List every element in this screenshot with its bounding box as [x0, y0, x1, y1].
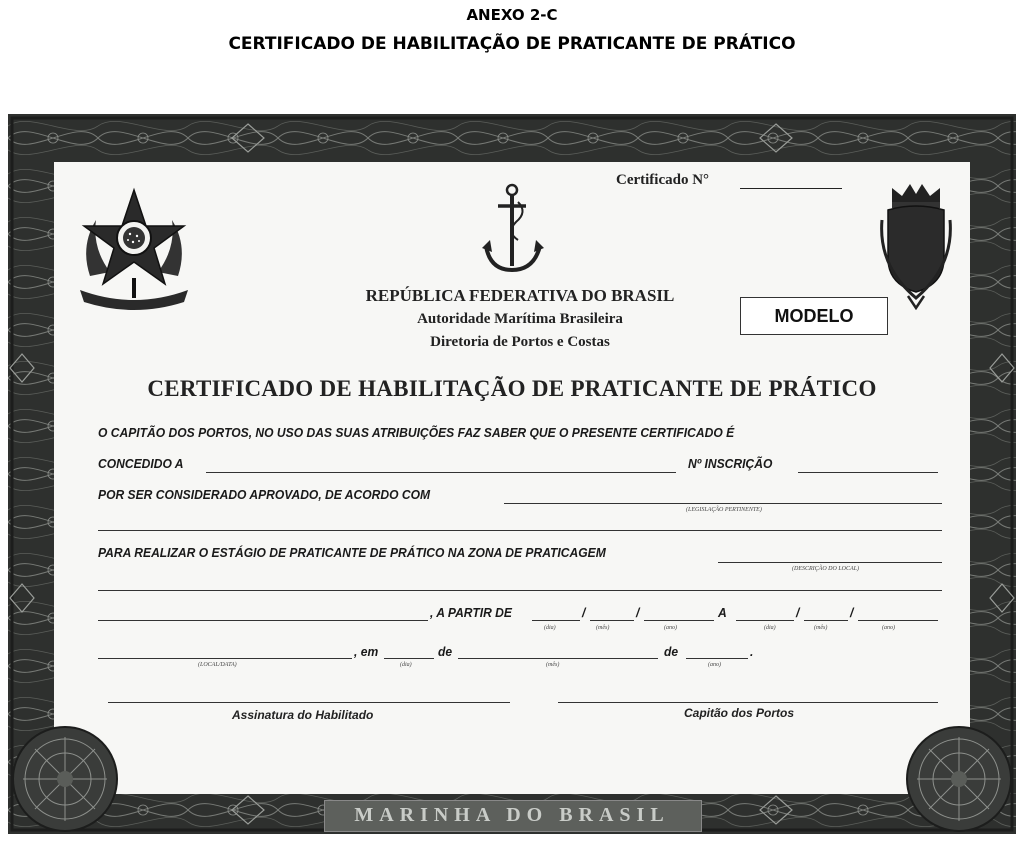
authority-heading: Autoridade Marítima Brasileira: [417, 311, 623, 327]
pilotage-zone-field-end[interactable]: [98, 620, 428, 621]
anchor-icon: [482, 182, 546, 280]
rosette-bottom-left-icon: [10, 724, 120, 834]
from-label: , A PARTIR DE: [430, 605, 512, 620]
certificate-title: CERTIFICADO DE HABILITAÇÃO DE PRATICANTE DE PRÁTICO: [147, 376, 877, 401]
navy-crest-icon: [878, 180, 954, 310]
annex-label: ANEXO 2-C: [466, 6, 558, 24]
approved-label: POR SER CONSIDERADO APROVADO, DE ACORDO COM: [98, 487, 431, 502]
end-month-field[interactable]: [804, 620, 848, 621]
legislation-field-continued[interactable]: [98, 530, 942, 531]
issue-day-field[interactable]: [384, 658, 434, 659]
legislation-field[interactable]: [504, 503, 942, 504]
end-month-hint: (mês): [814, 625, 828, 631]
document-title: CERTIFICADO DE HABILITAÇÃO DE PRATICANTE DE PRÁTICO: [228, 34, 796, 54]
holder-signature-field[interactable]: [108, 702, 510, 703]
pilotage-zone-field-continued[interactable]: [98, 590, 942, 591]
start-month-field[interactable]: [590, 620, 634, 621]
issue-year-field[interactable]: [686, 658, 748, 659]
issue-day-hint: (dia): [400, 662, 412, 668]
intro-text: O CAPITÃO DOS PORTOS, NO USO DAS SUAS ATRIBUIÇÕES FAZ SABER QUE O PRESENTE CERTIFICADO É: [98, 425, 735, 440]
end-year-hint: (ano): [882, 625, 895, 631]
certificate-number-label: Certificado N°: [616, 172, 710, 188]
issue-year-hint: (ano): [708, 662, 721, 668]
holder-name-field[interactable]: [206, 472, 676, 473]
rosette-bottom-right-icon: [904, 724, 1014, 834]
in-label: , em: [354, 644, 379, 659]
certificate-number-field[interactable]: [740, 188, 842, 189]
to-label: A: [718, 605, 727, 620]
pilotage-zone-field[interactable]: [718, 562, 942, 563]
start-day-hint: (dia): [544, 625, 556, 631]
coat-of-arms-icon: [70, 186, 198, 314]
granted-to-label: CONCEDIDO A: [98, 456, 184, 471]
republic-heading: REPÚBLICA FEDERATIVA DO BRASIL: [365, 286, 675, 305]
end-day-field[interactable]: [736, 620, 794, 621]
captain-signature-field[interactable]: [558, 702, 938, 703]
captain-signature-label: Capitão dos Portos: [684, 706, 795, 720]
legislation-hint: (LEGISLAÇÃO PERTINENTE): [686, 507, 762, 513]
model-stamp: MODELO: [740, 297, 888, 335]
registration-label: Nº INSCRIÇÃO: [688, 456, 773, 471]
footer-plate-text: MARINHA DO BRASIL: [354, 804, 670, 826]
start-day-field[interactable]: [532, 620, 580, 621]
place-date-hint: (LOCAL/DATA): [198, 662, 237, 668]
place-date-field[interactable]: [98, 658, 352, 659]
directorate-heading: Diretoria de Portos e Costas: [430, 334, 610, 350]
of-label-1: de: [438, 644, 453, 659]
issue-month-hint: (mês): [546, 662, 560, 668]
issue-month-field[interactable]: [458, 658, 658, 659]
internship-label: PARA REALIZAR O ESTÁGIO DE PRATICANTE DE PRÁTICO NA ZONA DE PRATICAGEM: [98, 545, 606, 560]
place-hint: (DESCRIÇÃO DO LOCAL): [792, 566, 859, 572]
start-month-hint: (mês): [596, 625, 610, 631]
registration-number-field[interactable]: [798, 472, 938, 473]
holder-signature-label: Assinatura do Habilitado: [232, 708, 374, 722]
start-year-hint: (ano): [664, 625, 677, 631]
end-day-hint: (dia): [764, 625, 776, 631]
start-year-field[interactable]: [644, 620, 714, 621]
of-label-2: de: [664, 644, 679, 659]
end-year-field[interactable]: [858, 620, 938, 621]
